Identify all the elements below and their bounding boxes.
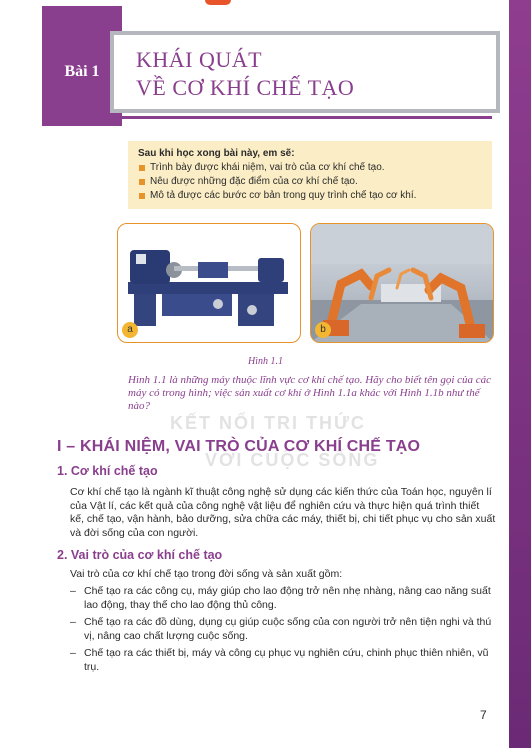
lesson-title-line2: VỀ CƠ KHÍ CHẾ TẠO xyxy=(136,75,355,100)
figure-question: Hình 1.1 là những máy thuộc lĩnh vực cơ khí chế tạo. Hãy cho biết tên gọi của các máy có trong hình; việc sản xuất cơ khí ở Hình 1.1a khác với Hình 1.1b như thế nào? xyxy=(128,374,492,412)
roles-intro: Vai trò của cơ khí chế tạo trong đời sống và sản xuất gồm: xyxy=(70,568,343,580)
figure-caption: Hình 1.1 xyxy=(248,356,283,367)
top-accent-mark xyxy=(205,0,231,5)
side-color-bar xyxy=(509,0,531,748)
watermark-line2: VỚI CUỘC SỐNG xyxy=(205,450,380,470)
watermark-line1: KẾT NỐI TRI THỨC xyxy=(170,413,366,433)
figure-label-b: b xyxy=(315,322,331,338)
definition-paragraph: Cơ khí chế tạo là ngành kĩ thuật công nghệ sử dụng các kiến thức của Toán học, nguyên lí của Vật lí, các kết quả của công nghệ vật liệu để nghiên cứu và thực hiện quá trình thiết kế, chế tạo, vận hành, bảo dưỡng, sửa chữa các máy, thiết bị, chi tiết phục vụ cho sản xuất và đời sống của con người. xyxy=(70,486,496,539)
title-underline xyxy=(122,116,492,119)
section-heading: I – KHÁI NIỆM, VAI TRÒ CỦA CƠ KHÍ CHẾ TẠO xyxy=(57,438,421,455)
robot-line-illustration xyxy=(311,224,493,342)
figure-label-a: a xyxy=(122,322,138,338)
roles-list xyxy=(70,585,498,678)
lathe-illustration xyxy=(118,224,300,342)
list-item: – Chế tạo ra các đồ dùng, dụng cụ giúp cuộc sống của con người trở nên tiện nghi và thú vị, nâng cao chất lượng cuộc sống. xyxy=(70,616,498,643)
subsection-heading-2: 2. Vai trò của cơ khí chế tạo xyxy=(57,548,223,562)
lesson-label: Bài 1 xyxy=(64,63,100,80)
lesson-title-line1: KHÁI QUÁT xyxy=(136,47,263,72)
objective-item: Trình bày được khái niệm, vai trò của cơ khí chế tạo. xyxy=(138,161,482,175)
subsection-heading-1: 1. Cơ khí chế tạo xyxy=(57,464,158,478)
figure-photo-robots xyxy=(310,223,494,343)
lesson-title-frame xyxy=(110,31,500,113)
list-item: – Chế tạo ra các công cụ, máy giúp cho lao động trở nên nhẹ nhàng, nâng cao năng suất lao động, thay thế cho lao động thủ công. xyxy=(70,585,498,612)
objectives-heading: Sau khi học xong bài này, em sẽ: xyxy=(138,148,295,159)
objective-item: Mô tả được các bước cơ bản trong quy trình chế tạo cơ khí. xyxy=(138,189,482,203)
page-number: 7 xyxy=(480,708,487,722)
list-item: – Chế tạo ra các thiết bị, máy và công cụ phục vụ nghiên cứu, chinh phục thiên nhiên, vũ trụ. xyxy=(70,647,498,674)
figure-photo-lathe xyxy=(117,223,301,343)
objective-item: Nêu được những đặc điểm của cơ khí chế tạo. xyxy=(138,175,482,189)
learning-objectives-box xyxy=(128,141,492,209)
